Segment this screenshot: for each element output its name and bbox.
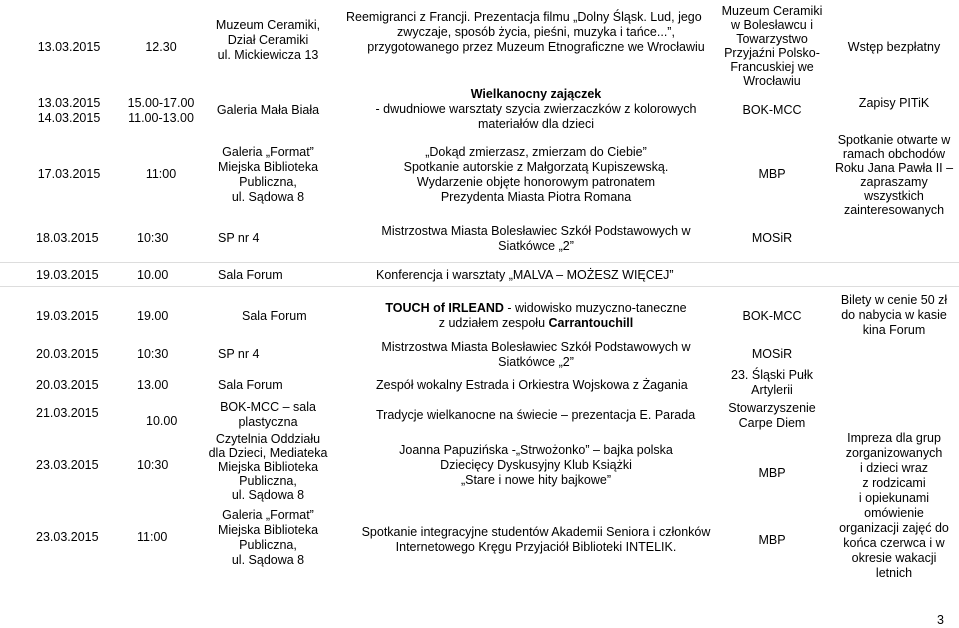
event-r6-line1 — [385, 301, 686, 316]
event-r6-desc: - widowisko muzyczno-taneczne — [503, 301, 687, 315]
event-title-r2: Wielkanocny zajączek — [470, 87, 602, 101]
date-r7: 20.03.2015 — [36, 347, 99, 361]
time-r5: 10.00 — [137, 268, 169, 282]
page-number: 3 — [937, 613, 944, 627]
org-r3: MBP — [758, 167, 786, 181]
org-r2: BOK-MCC — [742, 103, 802, 117]
place-r4: SP nr 4 — [218, 231, 260, 245]
place-r7: SP nr 4 — [218, 347, 260, 361]
date-r9: 21.03.2015 — [36, 406, 99, 420]
event-r9: Tradycje wielkanocne na świecie – prezentacja E. Parada — [376, 408, 696, 422]
org-r10: MBP — [758, 466, 786, 480]
event-r6-band: Carrantouchill — [548, 316, 634, 330]
time-r1: 12.30 — [145, 40, 177, 54]
note-r1: Wstęp bezpłatny — [847, 40, 941, 54]
date-r8: 20.03.2015 — [36, 378, 99, 392]
date-r1: 13.03.2015 — [37, 40, 101, 54]
place-r6: Sala Forum — [242, 309, 307, 323]
event-r6-line2 — [439, 316, 634, 331]
event-r6-title: TOUCH of IRLEAND — [385, 301, 504, 315]
place-r2: Galeria Mała Biała — [216, 103, 320, 117]
place-r5: Sala Forum — [218, 268, 283, 282]
date-r4: 18.03.2015 — [36, 231, 99, 245]
time-r8: 13.00 — [137, 378, 169, 392]
event-r8: Zespół wokalny Estrada i Orkiestra Wojskowa z Żagania — [376, 378, 688, 392]
rule-after-row-5 — [0, 286, 959, 287]
event-r6-with: z udziałem zespołu — [438, 316, 549, 330]
time-r11: 11:00 — [137, 530, 168, 544]
note-r2: Zapisy PITiK — [858, 96, 930, 110]
date-r11: 23.03.2015 — [36, 530, 99, 544]
time-r9: 10.00 — [146, 414, 178, 428]
date-r10: 23.03.2015 — [36, 458, 99, 472]
rule-after-row-4 — [0, 262, 959, 263]
time-r3: 11:00 — [145, 167, 177, 181]
org-r7: MOSiR — [751, 347, 793, 361]
date-r5: 19.03.2015 — [36, 268, 99, 282]
time-r4: 10:30 — [137, 231, 169, 245]
event-r5: Konferencja i warsztaty „MALVA – MOŻESZ WIĘCEJ” — [376, 268, 674, 282]
time-r10: 10:30 — [137, 458, 169, 472]
time-r6: 19.00 — [137, 309, 169, 323]
time-r7: 10:30 — [137, 347, 169, 361]
org-r11: MBP — [758, 533, 786, 547]
date-r6: 19.03.2015 — [36, 309, 99, 323]
date-r3: 17.03.2015 — [37, 167, 101, 181]
org-r4: MOSiR — [751, 231, 793, 245]
place-r8: Sala Forum — [218, 378, 283, 392]
org-r6: BOK-MCC — [742, 309, 802, 323]
